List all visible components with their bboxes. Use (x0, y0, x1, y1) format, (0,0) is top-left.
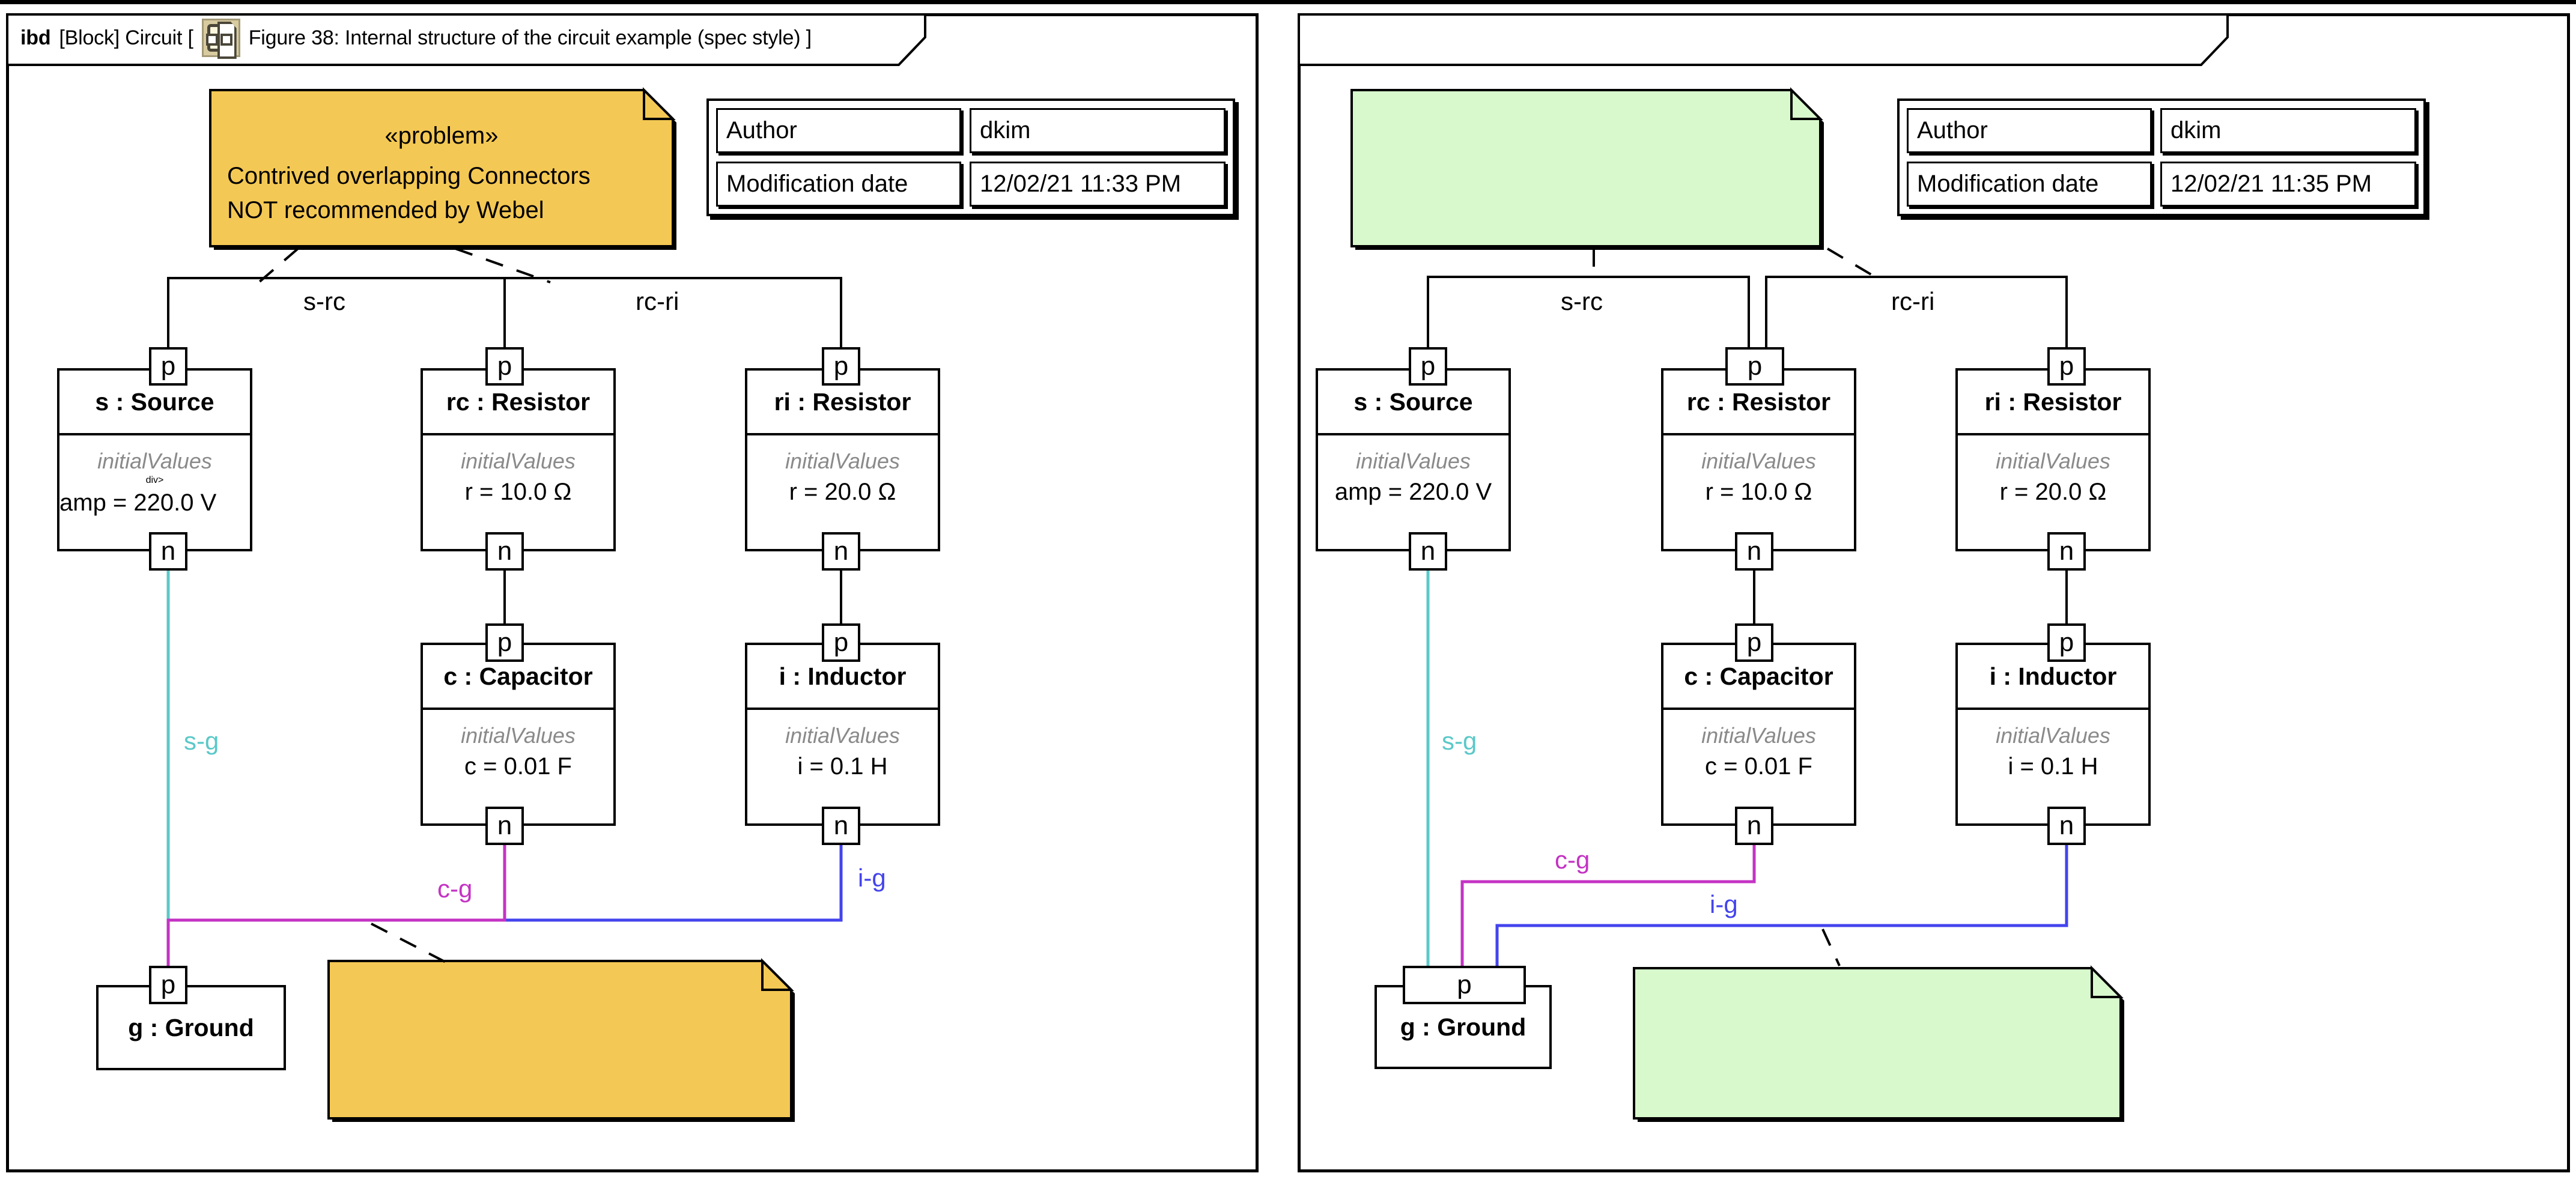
note-stereotype: «problem» (384, 123, 499, 149)
part-title: g : Ground (1400, 1013, 1526, 1041)
connector-label-s-g[interactable]: s-g (1442, 727, 1477, 755)
port-n-ri[interactable] (822, 532, 860, 571)
port-n-inductor[interactable] (2047, 807, 2086, 845)
compartment-keyword: initialValues (461, 723, 576, 748)
connector-label-s-rc[interactable]: s-rc (1561, 287, 1603, 315)
info-label: Author (726, 117, 797, 144)
info-value-cell (970, 162, 1226, 207)
ibd-diagram-icon (202, 19, 240, 57)
info-label-cell (716, 108, 961, 153)
problem-note-top[interactable] (210, 90, 673, 246)
compartment-keyword: initialValues (1701, 723, 1816, 748)
part-s-source[interactable]: s : Source initialValues div> amp = 220.0 V (57, 368, 252, 551)
port-label: n (1746, 536, 1762, 566)
port-label: p (497, 628, 512, 657)
note-line: Contrived overlapping Connectors (227, 163, 591, 189)
port-label: n (1746, 811, 1762, 840)
info-label: Modification date (726, 171, 908, 197)
port-label: p (1746, 628, 1762, 657)
port-n-inductor[interactable] (822, 807, 860, 845)
port-label: n (497, 536, 512, 566)
port-label: p (2059, 351, 2074, 381)
port-label: p (497, 351, 512, 381)
compartment-keyword: initialValues (785, 449, 900, 473)
compartment-keyword: initialValues (461, 449, 576, 473)
port-p-inductor[interactable] (822, 623, 860, 662)
connector-label-c-g[interactable]: c-g (437, 874, 473, 903)
port-n-capacitor[interactable] (1735, 807, 1773, 845)
port-label: p (1457, 970, 1472, 999)
port-p-ground[interactable] (1403, 966, 1526, 1004)
port-label: n (1420, 536, 1436, 566)
info-label: Author (1917, 117, 1988, 144)
port-p-rc[interactable] (485, 347, 524, 386)
connector-label-rc-ri[interactable]: rc-ri (636, 287, 679, 315)
port-p-inductor[interactable] (2047, 623, 2086, 662)
initial-value: c = 0.01 F (1705, 753, 1812, 780)
port-label: p (1420, 351, 1436, 381)
port-label: p (160, 970, 176, 999)
note-line: NOT recommended by Webel (227, 197, 544, 223)
info-label-cell (716, 162, 961, 207)
port-p-source[interactable] (149, 347, 187, 386)
part-title: rc : Resistor (1663, 371, 1854, 435)
info-value: 12/02/21 11:35 PM (2170, 171, 2372, 197)
info-value-cell (970, 108, 1226, 153)
header-title: Figure 38: Internal structure of the circuit example (spec style) ] (248, 26, 812, 49)
part-title: c : Capacitor (1663, 645, 1854, 710)
part-title: ri : Resistor (747, 371, 938, 435)
initial-value: r = 20.0 Ω (1999, 479, 2107, 505)
connector-label-c-g[interactable]: c-g (1555, 846, 1590, 874)
info-value: dkim (2170, 117, 2222, 144)
port-label: n (833, 536, 849, 566)
part-title: i : Inductor (747, 645, 938, 710)
diagram-info-table (706, 98, 1235, 216)
connector-label-s-g[interactable]: s-g (184, 727, 219, 755)
port-label: n (497, 811, 512, 840)
port-label: p (833, 351, 849, 381)
port-label: n (2059, 811, 2074, 840)
port-p-ri[interactable] (822, 347, 860, 386)
compartment-keyword: initialValues (1356, 449, 1471, 473)
port-label: p (160, 351, 176, 381)
part-title: ri : Resistor (1958, 371, 2148, 435)
port-p-ri[interactable] (2047, 347, 2086, 386)
initial-value: i = 0.1 H (797, 753, 888, 780)
ibd-diagram-icon-port (206, 34, 218, 46)
info-value: dkim (980, 117, 1031, 144)
port-p-capacitor[interactable] (1735, 623, 1773, 662)
connector-label-i-g[interactable]: i-g (858, 864, 886, 892)
ibd-diagram-icon-port (220, 34, 232, 46)
port-label: p (833, 628, 849, 657)
initial-value: amp = 220.0 V (1334, 479, 1492, 505)
part-title: s : Source (59, 371, 250, 435)
part-title: c : Capacitor (423, 645, 613, 710)
info-label: Modification date (1917, 171, 2099, 197)
initial-value: r = 20.0 Ω (789, 479, 896, 505)
port-p-ground[interactable] (149, 966, 187, 1004)
port-label: n (2059, 536, 2074, 566)
port-label: p (2059, 628, 2074, 657)
part-title: rc : Resistor (423, 371, 613, 435)
part-title: s : Source (1318, 371, 1508, 435)
part-title: i : Inductor (1958, 645, 2148, 710)
initial-value: r = 10.0 Ω (464, 479, 572, 505)
header-segment: [Block] Circuit [ (59, 26, 193, 49)
connector-label-i-g[interactable]: i-g (1710, 890, 1738, 918)
initial-value: amp = 220.0 V (59, 489, 217, 516)
port-p-capacitor[interactable] (485, 623, 524, 662)
port-label: n (160, 536, 176, 566)
connector-label-rc-ri[interactable]: rc-ri (1891, 287, 1935, 315)
info-value: 12/02/21 11:33 PM (980, 171, 1182, 197)
port-n-ri[interactable] (2047, 532, 2086, 571)
port-label: p (1747, 351, 1763, 381)
compartment-keyword: initialValues (1701, 449, 1816, 473)
part-title: g : Ground (128, 1013, 254, 1041)
header-kind: ibd (20, 26, 51, 49)
port-n-rc[interactable] (1735, 532, 1773, 571)
frame-header-spec (20, 19, 812, 56)
port-label: n (833, 811, 849, 840)
port-n-source[interactable] (1409, 532, 1447, 571)
port-n-rc[interactable] (485, 532, 524, 571)
compartment-keyword: initialValues (97, 449, 212, 473)
port-p-source[interactable] (1409, 347, 1447, 386)
port-n-source[interactable] (149, 532, 187, 571)
port-p-rc[interactable] (1725, 347, 1784, 386)
connector-label-s-rc[interactable]: s-rc (303, 287, 345, 315)
compartment-keyword: initialValues (1996, 449, 2110, 473)
compartment-keyword: initialValues (1996, 723, 2110, 748)
initial-value: r = 10.0 Ω (1705, 479, 1812, 505)
initial-value: i = 0.1 H (2008, 753, 2098, 780)
port-n-capacitor[interactable] (485, 807, 524, 845)
compartment-keyword: initialValues (785, 723, 900, 748)
initial-value: c = 0.01 F (464, 753, 572, 780)
